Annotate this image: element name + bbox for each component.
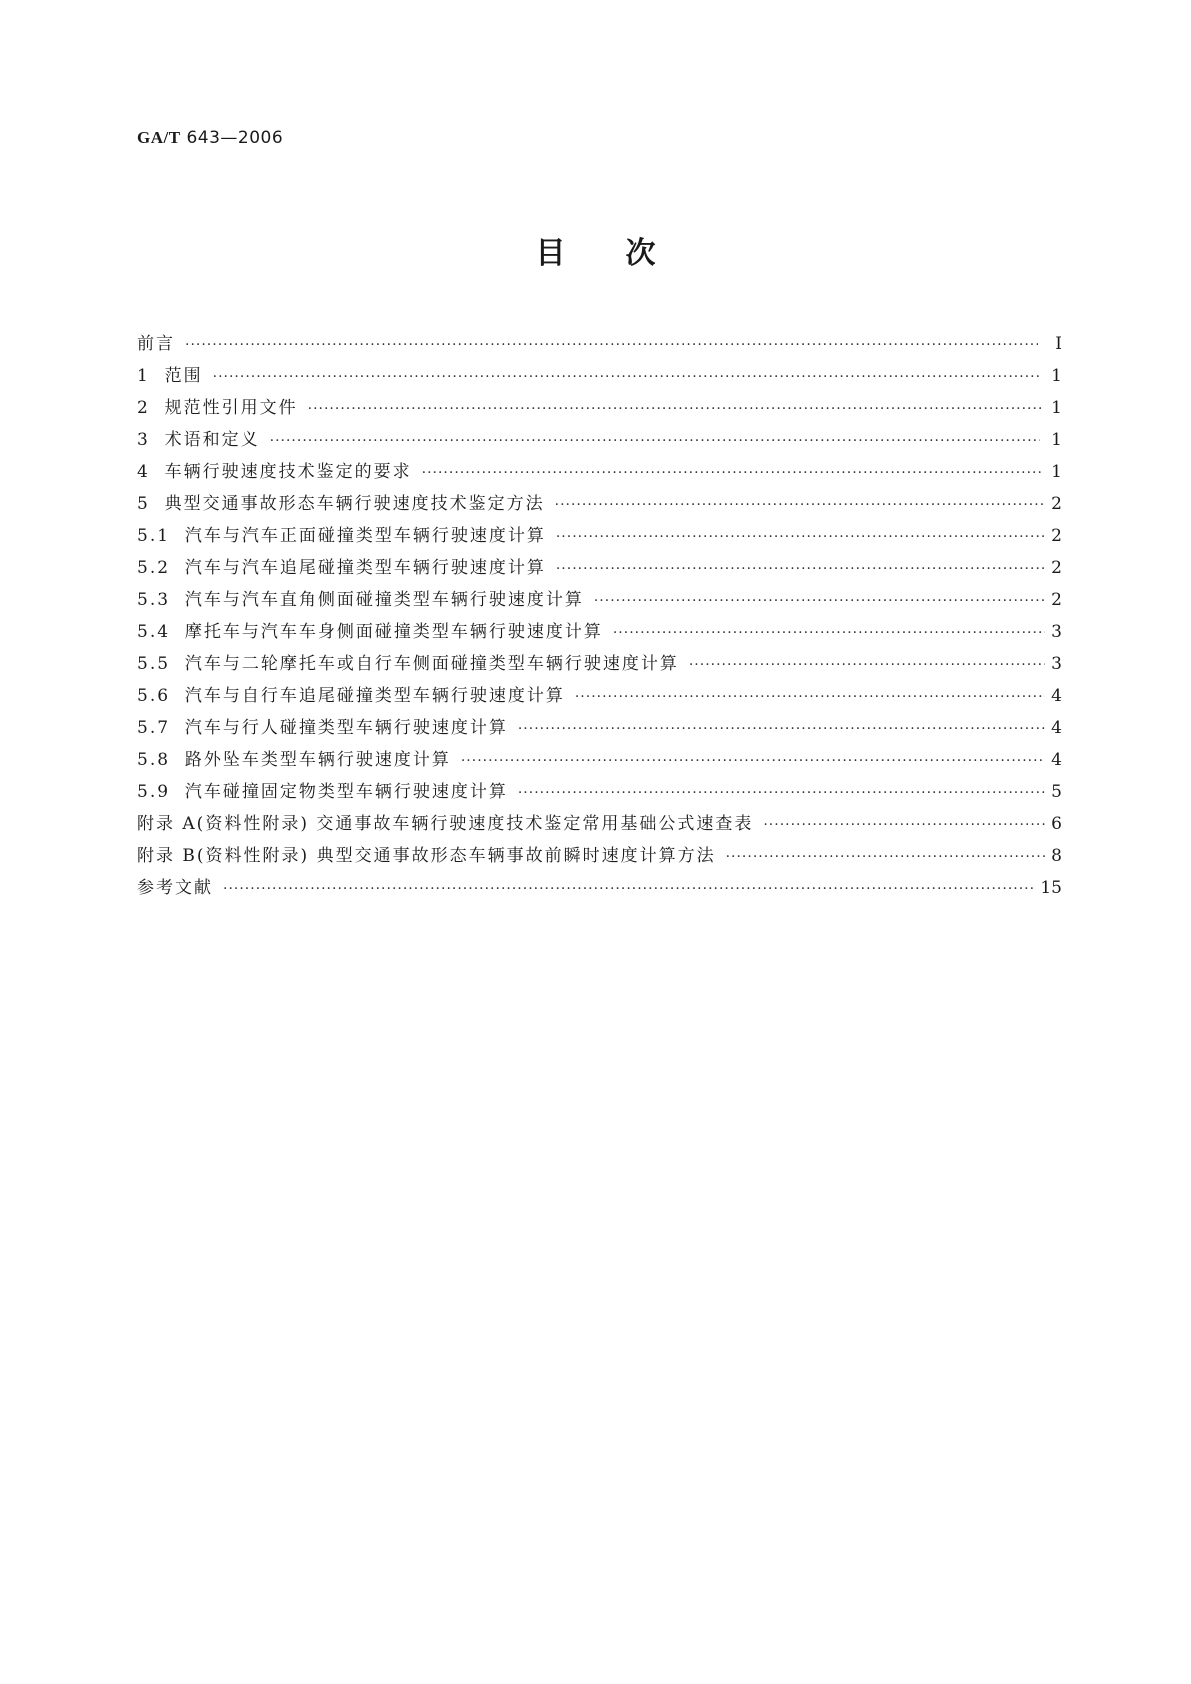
toc-leader-dots: [556, 529, 1045, 545]
toc-entry-5-6[interactable]: [137, 681, 1062, 713]
toc-entry-page: 1: [1051, 366, 1062, 386]
toc-entry-label: 参考文献: [137, 878, 213, 898]
toc-leader-dots: [185, 337, 1038, 353]
toc-entry-5-7[interactable]: [137, 713, 1062, 745]
toc-entry-label: 规范性引用文件: [164, 398, 298, 418]
toc-title: 目次: [535, 236, 716, 271]
toc-entry-label: 汽车与二轮摩托车或自行车侧面碰撞类型车辆行驶速度计算: [184, 654, 679, 674]
toc-entry-label: 前言: [137, 334, 175, 354]
toc-entry-number: 5.3: [137, 590, 185, 610]
toc-entry-page: 2: [1051, 558, 1062, 578]
toc-entry-label: 汽车与自行车追尾碰撞类型车辆行驶速度计算: [184, 686, 565, 706]
toc-leader-dots: [613, 625, 1045, 641]
toc-entry-number: 5.1: [137, 526, 185, 546]
toc-entry-5-3[interactable]: [137, 585, 1062, 617]
toc-entry-number: 4: [137, 462, 165, 482]
toc-entry-preface[interactable]: [137, 329, 1062, 361]
toc-entry-label: 汽车与汽车追尾碰撞类型车辆行驶速度计算: [184, 558, 546, 578]
toc-leader-dots: [555, 497, 1046, 513]
toc-entry-page: 4: [1051, 718, 1062, 738]
toc-entry-appendix-b[interactable]: [137, 841, 1062, 873]
toc-leader-dots: [213, 369, 1039, 385]
toc-entry-page: 5: [1051, 782, 1062, 802]
toc-entry-label: 术语和定义: [164, 430, 260, 450]
toc-entry-number: 5.7: [137, 718, 185, 738]
toc-leader-dots: [223, 881, 1034, 897]
toc-entry-label: 路外坠车类型车辆行驶速度计算: [184, 750, 451, 770]
toc-entry-label: 附录 B(资料性附录) 典型交通事故形态车辆事故前瞬时速度计算方法: [137, 846, 716, 866]
toc-entry-2[interactable]: [137, 393, 1062, 425]
toc-leader-dots: [726, 849, 1046, 865]
toc-entry-number: 3: [137, 430, 165, 450]
toc-leader-dots: [270, 433, 1040, 449]
toc-entry-5-2[interactable]: [137, 553, 1062, 585]
toc-entry-page: 1: [1051, 430, 1062, 450]
toc-entry-number: 5: [137, 494, 165, 514]
toc-entry-number: 1: [137, 366, 165, 386]
toc-entry-number: 5.5: [137, 654, 185, 674]
toc-entry-5-5[interactable]: [137, 649, 1062, 681]
toc-entry-page: 2: [1051, 494, 1062, 514]
toc-entry-label: 汽车与行人碰撞类型车辆行驶速度计算: [184, 718, 508, 738]
toc-entry-4[interactable]: [137, 457, 1062, 489]
toc-entry-page: I: [1055, 334, 1062, 354]
toc-entry-5-1[interactable]: [137, 521, 1062, 553]
document-code-prefix: GA/T: [137, 128, 181, 147]
toc-entry-label: 范围: [164, 366, 203, 386]
toc-entry-page: 1: [1051, 462, 1062, 482]
toc-entry-label: 汽车碰撞固定物类型车辆行驶速度计算: [184, 782, 508, 802]
toc-leader-dots: [594, 593, 1045, 609]
toc-entry-page: 1: [1051, 398, 1062, 418]
toc-leader-dots: [575, 689, 1045, 705]
toc-entry-page: 15: [1040, 878, 1062, 898]
toc-entry-page: 8: [1051, 846, 1062, 866]
toc-entry-label: 车辆行驶速度技术鉴定的要求: [164, 462, 412, 482]
document-code: [137, 128, 283, 148]
toc-entry-label: 汽车与汽车直角侧面碰撞类型车辆行驶速度计算: [184, 590, 584, 610]
toc-entry-label: 汽车与汽车正面碰撞类型车辆行驶速度计算: [184, 526, 546, 546]
toc-entry-5-4[interactable]: [137, 617, 1062, 649]
toc-entry-label: 典型交通事故形态车辆行驶速度技术鉴定方法: [164, 494, 545, 514]
toc-entry-page: 2: [1051, 526, 1062, 546]
toc-leader-dots: [422, 465, 1043, 481]
toc-entry-page: 3: [1051, 622, 1062, 642]
toc-entry-page: 3: [1051, 654, 1062, 674]
toc-leader-dots: [518, 785, 1045, 801]
toc-entry-number: 5.2: [137, 558, 185, 578]
toc-entry-appendix-a[interactable]: [137, 809, 1062, 841]
toc-entry-number: 5.9: [137, 782, 185, 802]
toc-leader-dots: [308, 401, 1041, 417]
toc-entry-number: 5.6: [137, 686, 185, 706]
toc-entry-label: 附录 A(资料性附录) 交通事故车辆行驶速度技术鉴定常用基础公式速查表: [137, 814, 754, 834]
toc-leader-dots: [556, 561, 1045, 577]
document-code-number: 643—2006: [180, 128, 284, 148]
toc-entry-label: 摩托车与汽车车身侧面碰撞类型车辆行驶速度计算: [184, 622, 603, 642]
toc-entry-page: 4: [1051, 750, 1062, 770]
toc-leader-dots: [461, 753, 1044, 769]
table-of-contents: [137, 329, 1062, 905]
toc-entry-page: 6: [1051, 814, 1062, 834]
toc-entry-number: 2: [137, 398, 165, 418]
toc-entry-number: 5.8: [137, 750, 185, 770]
toc-leader-dots: [763, 817, 1045, 833]
toc-entry-page: 2: [1051, 590, 1062, 610]
toc-entry-3[interactable]: [137, 425, 1062, 457]
toc-leader-dots: [518, 721, 1045, 737]
toc-entry-5[interactable]: [137, 489, 1062, 521]
toc-entry-5-9[interactable]: [137, 777, 1062, 809]
toc-entry-page: 4: [1051, 686, 1062, 706]
toc-entry-5-8[interactable]: [137, 745, 1062, 777]
toc-entry-1[interactable]: [137, 361, 1062, 393]
toc-entry-number: 5.4: [137, 622, 185, 642]
toc-leader-dots: [689, 657, 1045, 673]
toc-entry-references[interactable]: [137, 873, 1062, 905]
